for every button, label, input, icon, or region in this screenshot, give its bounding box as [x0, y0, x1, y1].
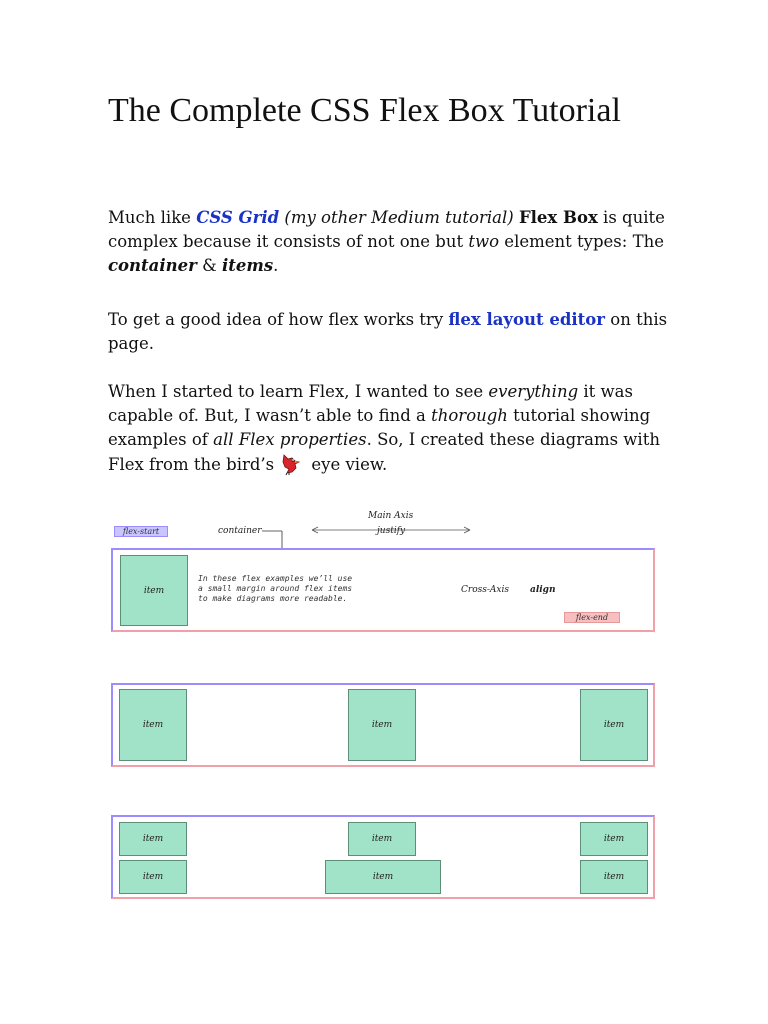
text: & — [196, 256, 223, 275]
text: on this page. — [108, 310, 668, 353]
flex-item: item — [348, 822, 416, 856]
flex-item: item — [325, 860, 441, 894]
flex-item: item — [119, 689, 187, 761]
items-term: items — [222, 256, 274, 275]
note-line-1: In these flex examples we’ll use — [198, 574, 353, 583]
flex-item: item — [580, 860, 648, 894]
text: eye view. — [306, 455, 388, 474]
text: element types: The — [499, 232, 664, 251]
everything-term: everything — [488, 382, 579, 401]
text: . So, I created these diagrams with Flex from the bird’s — [108, 430, 660, 474]
flex-item: item — [348, 689, 416, 761]
text: To get a good idea of how flex works try — [108, 310, 449, 329]
note-line-2: a small margin around flex items — [198, 584, 353, 593]
flex-item: item — [580, 822, 648, 856]
flex-box-term: Flex Box — [518, 208, 598, 227]
text: is quite complex because it consists of not one but — [108, 208, 665, 251]
container-term: container — [108, 256, 197, 275]
two-term: two — [468, 232, 500, 251]
note-line-3: to make diagrams more readable. — [198, 594, 348, 603]
text: . — [273, 256, 279, 275]
text: tutorial showing examples of — [108, 406, 651, 449]
justify-label: justify — [377, 526, 406, 536]
flex-item: item — [119, 860, 187, 894]
flex-item: item — [120, 555, 188, 626]
flex-end-tag: flex-end — [564, 612, 620, 623]
flex-layout-editor-link[interactable]: flex layout editor — [448, 310, 606, 329]
flex-start-tag: flex-start — [114, 526, 168, 537]
css-grid-link[interactable]: CSS Grid — [196, 208, 280, 227]
text: When I started to learn Flex, I wanted to see — [108, 382, 489, 401]
container-label: container — [218, 526, 262, 536]
main-axis-label: Main Axis — [368, 511, 414, 521]
align-label: align — [530, 585, 556, 595]
other-tutorial-note: (my other Medium tutorial) — [284, 208, 514, 227]
cross-axis-label: Cross-Axis — [461, 585, 509, 595]
wrap-diagram — [111, 815, 655, 899]
flex-item: item — [119, 822, 187, 856]
thorough-term: thorough — [431, 406, 508, 425]
page-title: The Complete CSS Flex Box Tutorial — [108, 92, 621, 129]
flex-item: item — [580, 689, 648, 761]
text: it was capable of. But, I wasn’t able to find a — [108, 382, 633, 425]
text: Much like — [108, 208, 197, 227]
all-flex-properties-term: all Flex properties — [213, 430, 367, 449]
space-between-diagram — [111, 683, 655, 767]
